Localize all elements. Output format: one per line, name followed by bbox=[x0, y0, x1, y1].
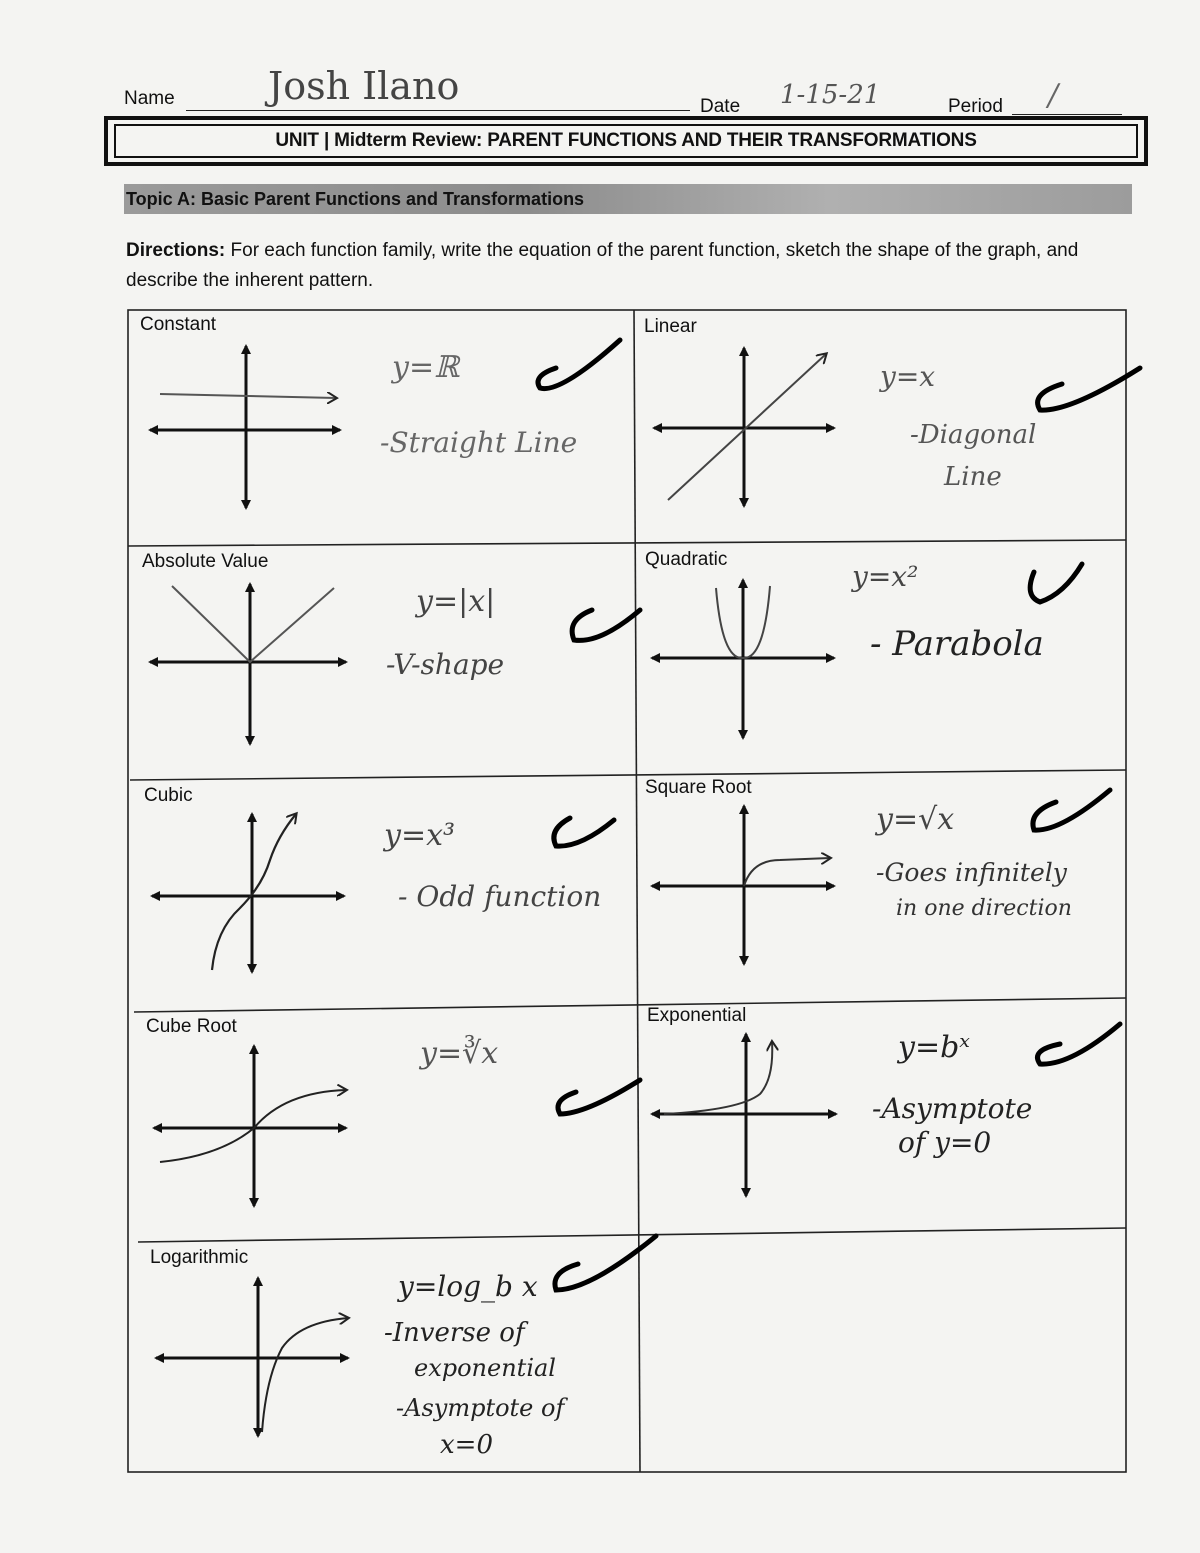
cubic-axes bbox=[152, 814, 344, 972]
cuberoot-axes bbox=[154, 1046, 346, 1206]
equation-quadratic: y=x² bbox=[852, 560, 919, 593]
cubic-curve bbox=[212, 814, 296, 970]
sqrt-curve bbox=[744, 858, 830, 886]
check-mark-linear bbox=[1038, 368, 1140, 410]
note-exponential-1: -Asymptote bbox=[872, 1092, 1033, 1125]
note-absolute-1: -V-shape bbox=[386, 648, 505, 681]
absolute-curve bbox=[172, 586, 334, 662]
equation-absolute: y=|x| bbox=[416, 584, 496, 619]
equation-exponential: y=bˣ bbox=[898, 1030, 970, 1065]
name-value: Josh Ilano bbox=[268, 64, 460, 108]
period-value: / bbox=[1048, 78, 1059, 113]
date-label: Date bbox=[700, 96, 741, 117]
label-constant: Constant bbox=[140, 314, 217, 335]
equation-log: y=log_b x bbox=[398, 1270, 538, 1303]
check-marks bbox=[538, 340, 1140, 1290]
unit-prefix: UNIT bbox=[275, 130, 319, 151]
check-mark-sqrt bbox=[1033, 790, 1110, 830]
check-mark-cuberoot bbox=[558, 1080, 640, 1114]
label-log: Logarithmic bbox=[150, 1247, 249, 1268]
exponential-axes bbox=[652, 1034, 836, 1196]
label-absolute: Absolute Value bbox=[142, 551, 269, 572]
check-mark-quadratic bbox=[1030, 564, 1082, 602]
constant-axes bbox=[150, 346, 340, 508]
note-sqrt-2: in one direction bbox=[896, 896, 1072, 921]
label-sqrt: Square Root bbox=[645, 777, 752, 798]
note-sqrt-1: -Goes infinitely bbox=[876, 858, 1067, 887]
unit-mark: | bbox=[323, 130, 330, 151]
equation-sqrt: y=√x bbox=[876, 802, 955, 837]
equation-constant: y=ℝ bbox=[392, 350, 460, 385]
note-log-1: -Inverse of bbox=[384, 1318, 525, 1348]
label-cubic: Cubic bbox=[144, 785, 193, 806]
check-mark-constant bbox=[538, 340, 620, 389]
equation-cuberoot: y=∛x bbox=[420, 1036, 499, 1071]
check-mark-absolute bbox=[572, 610, 640, 640]
check-mark-exponential bbox=[1038, 1024, 1121, 1064]
note-linear-1: -Diagonal bbox=[910, 420, 1037, 450]
log-axes bbox=[156, 1278, 348, 1436]
note-linear-2: Line bbox=[944, 462, 1002, 492]
note-cubic-1: - Odd function bbox=[398, 880, 602, 913]
date-value: 1-15-21 bbox=[780, 80, 881, 110]
label-quadratic: Quadratic bbox=[645, 549, 728, 570]
equation-cubic: y=x³ bbox=[384, 818, 456, 853]
directions-text: For each function family, write the equation of the parent function, sketch the shape of the graph, and describe the inherent pattern. bbox=[126, 240, 1079, 291]
note-log-4: x=0 bbox=[440, 1430, 493, 1460]
name-label: Name bbox=[124, 88, 175, 109]
note-constant-1: -Straight Line bbox=[380, 426, 578, 459]
exponential-curve bbox=[664, 1042, 772, 1114]
period-label: Period bbox=[948, 96, 1003, 117]
label-cuberoot: Cube Root bbox=[146, 1016, 237, 1037]
label-exponential: Exponential bbox=[647, 1005, 747, 1026]
label-linear: Linear bbox=[644, 316, 697, 337]
note-log-2: exponential bbox=[414, 1354, 556, 1382]
constant-curve bbox=[160, 394, 336, 398]
note-log-3: -Asymptote of bbox=[396, 1394, 565, 1422]
log-curve bbox=[262, 1318, 348, 1432]
topic-title: Topic A: Basic Parent Functions and Transformations bbox=[126, 189, 585, 209]
absolute-axes bbox=[150, 584, 346, 744]
note-quadratic-1: - Parabola bbox=[870, 624, 1044, 664]
check-mark-log bbox=[555, 1236, 656, 1290]
note-exponential-2: of y=0 bbox=[898, 1126, 992, 1159]
title-text: Midterm Review: PARENT FUNCTIONS AND THEIR TRANSFORMATIONS bbox=[334, 130, 977, 151]
check-mark-cubic bbox=[554, 818, 614, 846]
equation-linear: y=x bbox=[880, 360, 936, 393]
sqrt-axes bbox=[652, 806, 834, 964]
directions-lead: Directions: bbox=[126, 240, 226, 261]
